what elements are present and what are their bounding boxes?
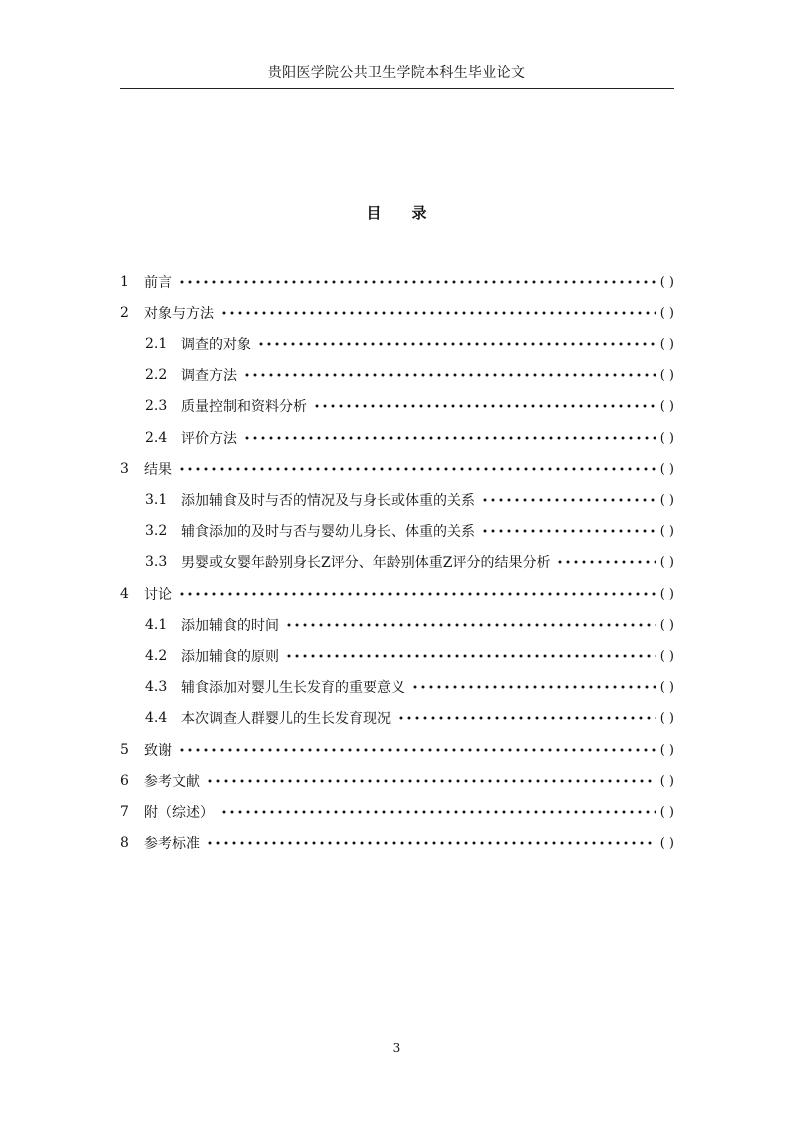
toc-entry[interactable] <box>120 802 674 822</box>
toc-entry-page: ( ) <box>659 679 674 695</box>
toc-entry-page: ( ) <box>659 367 674 383</box>
running-header: 贵阳医学院公共卫生学院本科生毕业论文 <box>267 65 526 81</box>
toc-entry[interactable] <box>145 521 674 541</box>
dot-leader <box>206 779 656 783</box>
toc-entry-number: 2.2 <box>145 367 168 383</box>
toc-entry[interactable] <box>145 365 674 385</box>
dot-leader <box>556 560 655 564</box>
toc-entry-label: 调查的对象 <box>181 337 251 353</box>
toc-entry[interactable] <box>120 740 674 760</box>
toc-entry-page: ( ) <box>659 835 674 851</box>
toc-entry-page: ( ) <box>659 492 674 508</box>
toc-entry-page: ( ) <box>659 461 674 477</box>
toc-entry-number: 4.4 <box>145 710 168 726</box>
dot-leader <box>481 498 656 502</box>
toc-entry-number: 4.1 <box>145 617 168 633</box>
toc-entry-number: 8 <box>120 835 129 851</box>
toc-entry-page: ( ) <box>659 430 674 446</box>
dot-leader <box>243 373 656 377</box>
dot-leader <box>397 716 656 720</box>
dot-leader <box>481 529 656 533</box>
toc-entry-label: 前言 <box>144 275 172 291</box>
dot-leader <box>220 311 656 315</box>
toc-entry[interactable] <box>120 771 674 791</box>
toc-entry[interactable] <box>120 584 674 604</box>
toc-entry-number: 2 <box>120 305 129 321</box>
toc-entry[interactable] <box>145 396 674 416</box>
toc-entry-label: 添加辅食的原则 <box>181 649 279 665</box>
dot-leader <box>206 841 656 845</box>
toc-entry-label: 男婴或女婴年龄别身长Z评分、年龄别体重Z评分的结果分析 <box>181 555 551 571</box>
dot-leader <box>313 404 656 408</box>
toc-entry-page: ( ) <box>659 586 674 602</box>
dot-leader <box>243 436 656 440</box>
header-rule <box>120 88 674 89</box>
toc-entry-number: 6 <box>120 773 129 789</box>
toc-entry-number: 3.2 <box>145 523 168 539</box>
toc-entry-label: 评价方法 <box>181 431 237 447</box>
toc-entry-page: ( ) <box>659 710 674 726</box>
toc-entry[interactable] <box>145 615 674 635</box>
toc-entry[interactable] <box>120 272 674 292</box>
toc-entry-page: ( ) <box>659 274 674 290</box>
dot-leader <box>178 280 656 284</box>
dot-leader <box>257 342 656 346</box>
toc-entry-number: 4 <box>120 586 129 602</box>
toc-entry[interactable] <box>120 459 674 479</box>
toc-entry-number: 7 <box>120 804 129 820</box>
toc-entry-page: ( ) <box>659 742 674 758</box>
toc-entry-label: 参考文献 <box>144 774 200 790</box>
toc-entry-label: 辅食添加的及时与否与婴幼儿身长、体重的关系 <box>181 524 475 540</box>
toc-entry-number: 3.3 <box>145 554 168 570</box>
toc-entry-label: 添加辅食的时间 <box>181 618 279 634</box>
dot-leader <box>285 654 656 658</box>
toc-entry-page: ( ) <box>659 305 674 321</box>
toc-entry-page: ( ) <box>659 648 674 664</box>
toc-title-char-1: 目 <box>366 204 382 222</box>
toc-entry[interactable] <box>145 646 674 666</box>
toc-entry[interactable] <box>145 708 674 728</box>
toc-entry-page: ( ) <box>659 336 674 352</box>
toc-entry-label: 添加辅食及时与否的情况及与身长或体重的关系 <box>181 493 475 509</box>
toc-entry-label: 质量控制和资料分析 <box>181 399 307 415</box>
dot-leader <box>285 623 656 627</box>
toc-entry-label: 讨论 <box>144 587 172 603</box>
toc-entry-number: 1 <box>120 274 129 290</box>
dot-leader <box>178 467 656 471</box>
toc-entry-label: 致谢 <box>144 743 172 759</box>
toc-entry[interactable] <box>145 552 674 572</box>
toc-entry-number: 2.3 <box>145 398 168 414</box>
page-number: 3 <box>392 1041 401 1055</box>
dot-leader <box>220 810 656 814</box>
toc-entry-number: 5 <box>120 742 129 758</box>
toc-entry-label: 对象与方法 <box>144 306 214 322</box>
toc-entry[interactable] <box>145 490 674 510</box>
toc-entry[interactable] <box>145 677 674 697</box>
dot-leader <box>178 592 656 596</box>
dot-leader <box>411 685 656 689</box>
toc-entry-number: 2.1 <box>145 336 168 352</box>
toc-entry[interactable] <box>145 334 674 354</box>
toc-title <box>0 202 793 223</box>
toc-entry-number: 3.1 <box>145 492 168 508</box>
toc-entry[interactable] <box>120 303 674 323</box>
toc-entry-page: ( ) <box>659 773 674 789</box>
toc-entry[interactable] <box>120 833 674 853</box>
dot-leader <box>178 748 656 752</box>
toc-entry-number: 4.2 <box>145 648 168 664</box>
toc-entry-page: ( ) <box>659 554 674 570</box>
toc-title-char-2: 录 <box>411 204 427 222</box>
toc-entry-label: 附（综述） <box>144 805 214 821</box>
toc-entry-page: ( ) <box>659 804 674 820</box>
toc-entry-label: 调查方法 <box>181 368 237 384</box>
toc-entry-label: 辅食添加对婴儿生长发育的重要意义 <box>181 680 405 696</box>
toc-entry-page: ( ) <box>659 523 674 539</box>
toc-entry-page: ( ) <box>659 617 674 633</box>
toc-entry-number: 2.4 <box>145 430 168 446</box>
toc-entry-number: 4.3 <box>145 679 168 695</box>
toc-entry-label: 本次调查人群婴儿的生长发育现况 <box>181 711 391 727</box>
toc-entry-label: 结果 <box>144 462 172 478</box>
toc-entry-label: 参考标准 <box>144 836 200 852</box>
toc-entry[interactable] <box>145 428 674 448</box>
toc-entry-number: 3 <box>120 461 129 477</box>
toc-entry-page: ( ) <box>659 398 674 414</box>
